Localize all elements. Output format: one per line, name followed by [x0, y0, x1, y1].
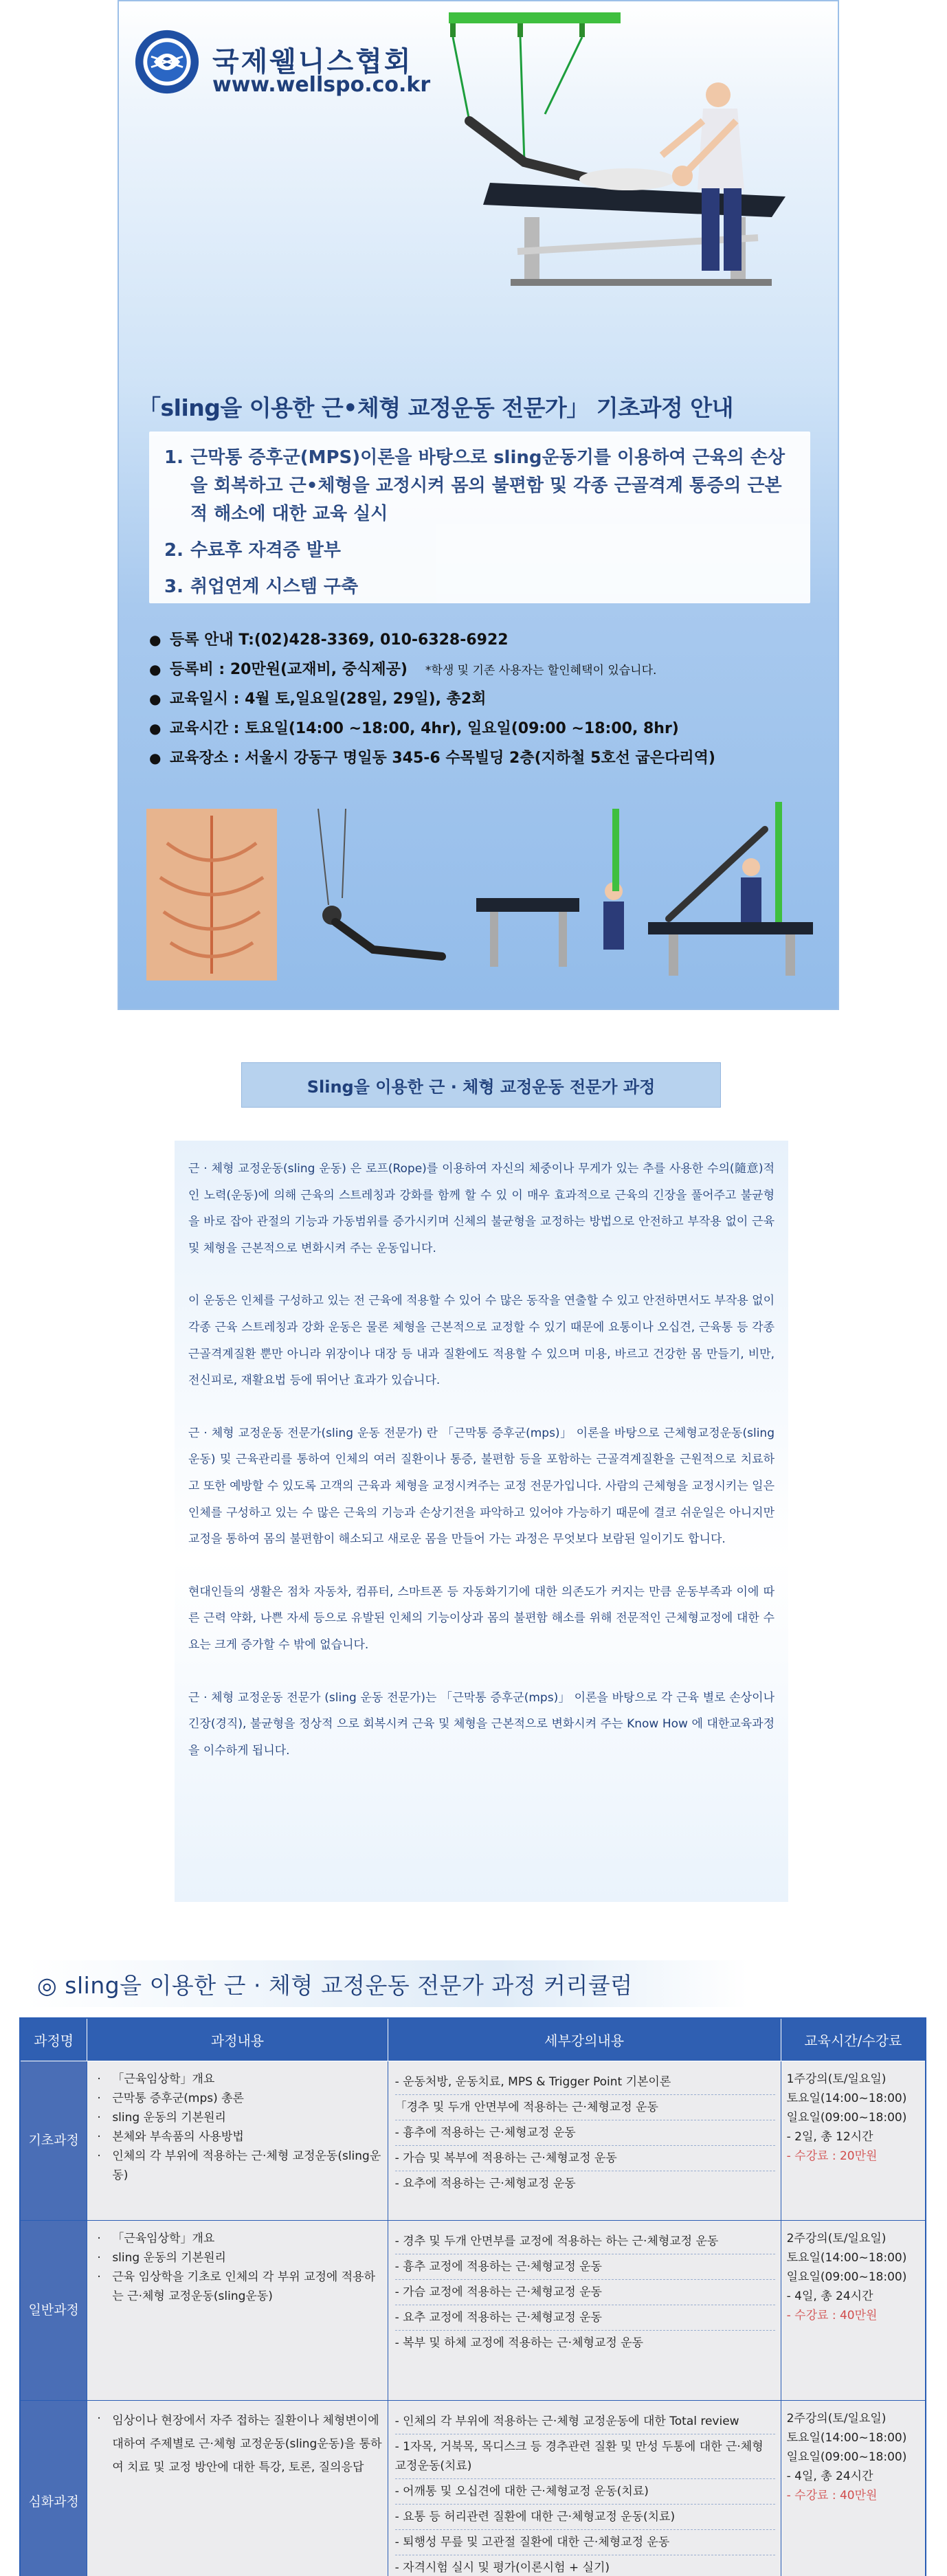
section-title: Sling을 이용한 근 · 체형 교정운동 전문가 과정 [241, 1062, 721, 1108]
list-item: · 본체와 부속품의 사용방법 [97, 2129, 244, 2144]
list-item: · sling 운동의 기본원리 [97, 2250, 226, 2265]
course-details [388, 2220, 781, 2400]
course-name: 일반과정 [20, 2220, 87, 2400]
course-schedule [781, 2220, 926, 2400]
detail-item: - 퇴행성 무릎 및 고관절 질환에 대한 근·체형교정 운동 [395, 2529, 775, 2555]
curriculum-title: ◎ sling을 이용한 근 · 체형 교정운동 전문가 과정 커리큘럼 [26, 1960, 748, 2007]
column-header: 세부강의내용 [388, 2018, 781, 2061]
column-header: 과정내용 [87, 2018, 388, 2061]
course-description [175, 1141, 788, 1902]
column-header: 교육시간/수강료 [781, 2018, 926, 2061]
association-logo [134, 29, 200, 95]
association-url: www.wellspo.co.kr [212, 73, 431, 97]
exercise-photo-strip [146, 802, 827, 987]
goal-number: 2. [164, 540, 183, 561]
association-name: 국제웰니스협회 [212, 46, 413, 78]
info-text: 교육시간 : 토요일(14:00 ~18:00, 4hr), 일요일(09:00 ~18:00, 8hr) [170, 720, 679, 737]
course-content [87, 2061, 388, 2220]
goal-text: 취업연계 시스템 구축 [190, 576, 359, 597]
course-name: 심화과정 [20, 2400, 87, 2576]
schedule-line: - 4일, 총 24시간 [786, 2469, 873, 2483]
column-header: 과정명 [20, 2018, 87, 2061]
table-row [20, 2400, 926, 2576]
course-poster [118, 0, 839, 1010]
course-goals-box [149, 432, 810, 603]
description-paragraph: 이 운동은 인체를 구성하고 있는 전 근육에 적용할 수 있어 수 많은 동작을 연출할 수 있고 안전하면서도 부작용 없이 각종 근육 스트레칭과 강화 운동은 물론 체형을 근본적으로 교정할 수 있기 때문에 요통이나 오십견, 근육통 등 각종 근골격계질환 뿐만 아니라 위장이나 대장 등 내과 질환에도 적용할 수 있으며 미용, 바르고 건강한 몸 만들기, 비만, 전신피로, 재활요법 등에 뛰어난 효과가 있습니다. [188, 1294, 775, 1388]
poster-title: 「sling을 이용한 근•체형 교정운동 전문가」 기초과정 안내 [138, 394, 733, 421]
description-paragraph: 현대인들의 생활은 점차 자동차, 컴퓨터, 스마트폰 등 자동화기기에 대한 의존도가 커지는 만큼 운동부족과 이에 따른 근력 약화, 나쁜 자세 등으로 유발된 인체의 기능이상과 몸의 불편함 해소를 위해 전문적인 근체형교정에 대한 수요는 크게 증가할 수 밖에 없습니다. [188, 1584, 775, 1652]
registration-info [149, 628, 836, 776]
schedule-line: 일요일(09:00~18:00) [786, 2450, 907, 2464]
detail-item: - 흉추 교정에 적용하는 근·체형교정 운동 [395, 2254, 775, 2279]
detail-item: - 1자목, 거북목, 목디스크 등 경추관련 질환 및 만성 두통에 대한 근·체형 교정운동(치료) [395, 2434, 775, 2478]
info-row [149, 687, 836, 717]
info-row [149, 746, 836, 776]
schedule-line: - 2일, 총 12시간 [786, 2129, 873, 2144]
course-content [87, 2400, 388, 2576]
course-fee: - 수강료 : 40만원 [786, 2308, 878, 2322]
course-fee: - 수강료 : 40만원 [786, 2488, 878, 2502]
sling-therapy-hero-photo [442, 11, 827, 313]
description-paragraph: 근 · 체형 교정운동(sling 운동) 은 로프(Rope)를 이용하여 자신의 체중이나 무게가 있는 추를 사용한 수의(隨意)적인 노력(운동)에 의해 근육의 스트레칭과 강화를 함께 할 수 있 이 매우 효과적으로 근육의 긴장을 풀어주고 불균형을 바로 잡아 관절의 기능과 가동범위를 증가시키며 신체의 불균형을 교정하는 방법으로 안전하고 부작용 없이 근육 및 체형을 근본적으로 변화시켜 주는 운동입니다. [188, 1162, 775, 1255]
detail-item: - 가슴 교정에 적용하는 근·체형교정 운동 [395, 2279, 775, 2305]
course-schedule [781, 2061, 926, 2220]
info-text: 교육일시 : 4월 토,일요일(28일, 29일), 총2회 [170, 691, 487, 708]
course-details [388, 2061, 781, 2220]
detail-item: - 자격시험 실시 및 평가(이론시험 + 실기) [395, 2555, 775, 2576]
detail-item: - 가슴 및 복부에 적용하는 근·체형교정 운동 [395, 2145, 775, 2171]
detail-item: - 복부 및 하체 교정에 적용하는 근·체형교정 운동 [395, 2330, 775, 2355]
detail-item: - 요추 교정에 적용하는 근·체형교정 운동 [395, 2305, 775, 2330]
course-details [388, 2400, 781, 2576]
schedule-line: 2주강의(토/일요일) [786, 2231, 887, 2245]
list-item: · 「근육임상학」개요 [97, 2231, 215, 2245]
bullet-icon: ● [149, 691, 161, 707]
schedule-line: - 4일, 총 24시간 [786, 2289, 873, 2303]
goal-text: 근막통 증후군(MPS)이론을 바탕으로 sling운동기를 이용하여 근육의 손상을 회복하고 근•체형을 교정시켜 몸의 불편함 및 각종 근골격계 통증의 근본적 해소에 대한 교육 실시 [190, 447, 786, 524]
info-text: 교육장소 : 서울시 강동구 명일동 345-6 수목빌딩 2층(지하철 5호선 굽은다리역) [170, 750, 715, 767]
list-item: · 인체의 각 부위에 적용하는 근·체형 교정운동(sling운동) [97, 2149, 381, 2182]
bullet-icon: ● [149, 720, 161, 737]
detail-item: - 요추에 적용하는 근·체형교정 운동 [395, 2171, 775, 2196]
detail-item: - 요통 등 허리관련 질환에 대한 근·체형교정 운동(치료) [395, 2504, 775, 2529]
list-item: · 「근육임상학」개요 [97, 2072, 215, 2086]
schedule-line: 일요일(09:00~18:00) [786, 2110, 907, 2125]
detail-item: 「경추 및 두개 안면부에 적용하는 근·체형교정 운동 [395, 2094, 775, 2120]
goal-number: 3. [164, 576, 183, 597]
course-fee: - 수강료 : 20만원 [786, 2149, 878, 2163]
bullet-icon: ● [149, 750, 161, 766]
list-item: · sling 운동의 기본원리 [97, 2110, 226, 2125]
detail-item: - 흉추에 적용하는 근·체형교정 운동 [395, 2120, 775, 2145]
curriculum-table [19, 2017, 926, 2576]
list-item: · 근육 임상학을 기초로 인체의 각 부위 교정에 적용하는 근·체형 교정운동(sling운동) [97, 2270, 376, 2303]
schedule-line: 2주강의(토/일요일) [786, 2411, 887, 2426]
table-row [20, 2220, 926, 2400]
course-name: 기초과정 [20, 2061, 87, 2220]
info-row [149, 658, 836, 687]
detail-item: - 경추 및 두개 안면부를 교정에 적용하는 하는 근·체형교정 운동 [394, 2234, 719, 2248]
description-paragraph: 근 · 체형 교정운동 전문가(sling 운동 전문가) 란 「근막통 증후군(mps)」 이론을 바탕으로 근체형교정운동(sling 운동) 및 근육관리를 통하여 인체의 여러 질환이나 통증, 불편함 등을 포함하는 근골격계질환을 근원적으로 치료하고 또한 예방할 수 있도록 고객의 근육과 체형을 교정시켜주는 교정 전문가입니다. 사람의 근체형을 교정시키는 일은 인체를 구성하고 있는 수 많은 근육의 기능과 손상기전을 파악하고 있어야 가능하기 때문에 결코 쉬운일은 아니지만 교정을 통하여 몸의 불편함이 해소되고 새로운 몸을 만들어 가는 과정은 무엇보다 보람된 일이기도 합니다. [188, 1426, 775, 1547]
schedule-line: 토요일(14:00~18:00) [786, 2250, 907, 2265]
info-text: 등록 안내 T:(02)428-3369, 010-6328-6922 [170, 631, 509, 649]
table-row [20, 2061, 926, 2220]
bullet-icon: ● [149, 661, 161, 677]
table-header-row [20, 2018, 926, 2061]
schedule-line: 1주강의(토/일요일) [786, 2072, 887, 2086]
goal-item [164, 573, 795, 601]
goal-item [164, 444, 795, 528]
bullet-icon: ● [149, 631, 161, 648]
description-paragraph: 근 · 체형 교정운동 전문가 (sling 운동 전문가)는 「근막통 증후군(mps)」 이론을 바탕으로 각 근육 별로 손상이나 긴장(경직), 불균형을 정상적 으로 회복시켜 근육 및 체형을 근본적으로 변화시켜 주는 Know How 에 대한교육과정을 이수하게 됩니다. [188, 1690, 775, 1758]
course-schedule [781, 2400, 926, 2576]
info-row [149, 717, 836, 746]
goal-number: 1. [164, 447, 183, 468]
list-item: · 근막통 증후군(mps) 총론 [97, 2091, 244, 2105]
schedule-line: 토요일(14:00~18:00) [786, 2430, 907, 2445]
detail-item: - 운동처방, 운동치료, MPS & Trigger Point 기본이론 [394, 2074, 671, 2089]
list-item: · 임상이나 현장에서 자주 접하는 질환이나 체형변이에 대하여 주제별로 근·체형 교정운동(sling운동)을 통하여 치료 및 교정 방안에 대한 특강, 토론, 질의응답 [97, 2411, 382, 2474]
info-text: 등록비 : 20만원(교재비, 중식제공) [170, 661, 408, 678]
detail-item: - 어깨통 및 오십견에 대한 근·체형교정 운동(치료) [395, 2478, 775, 2504]
discount-note: *학생 및 기존 사용자는 할인혜택이 있습니다. [425, 664, 657, 677]
info-row [149, 628, 836, 658]
goal-item [164, 537, 795, 565]
detail-item: - 인체의 각 부위에 적용하는 근·체형 교정운동에 대한 Total review [394, 2414, 739, 2428]
schedule-line: 일요일(09:00~18:00) [786, 2270, 907, 2284]
schedule-line: 토요일(14:00~18:00) [786, 2091, 907, 2105]
goal-text: 수료후 자격증 발부 [190, 540, 342, 561]
course-content [87, 2220, 388, 2400]
